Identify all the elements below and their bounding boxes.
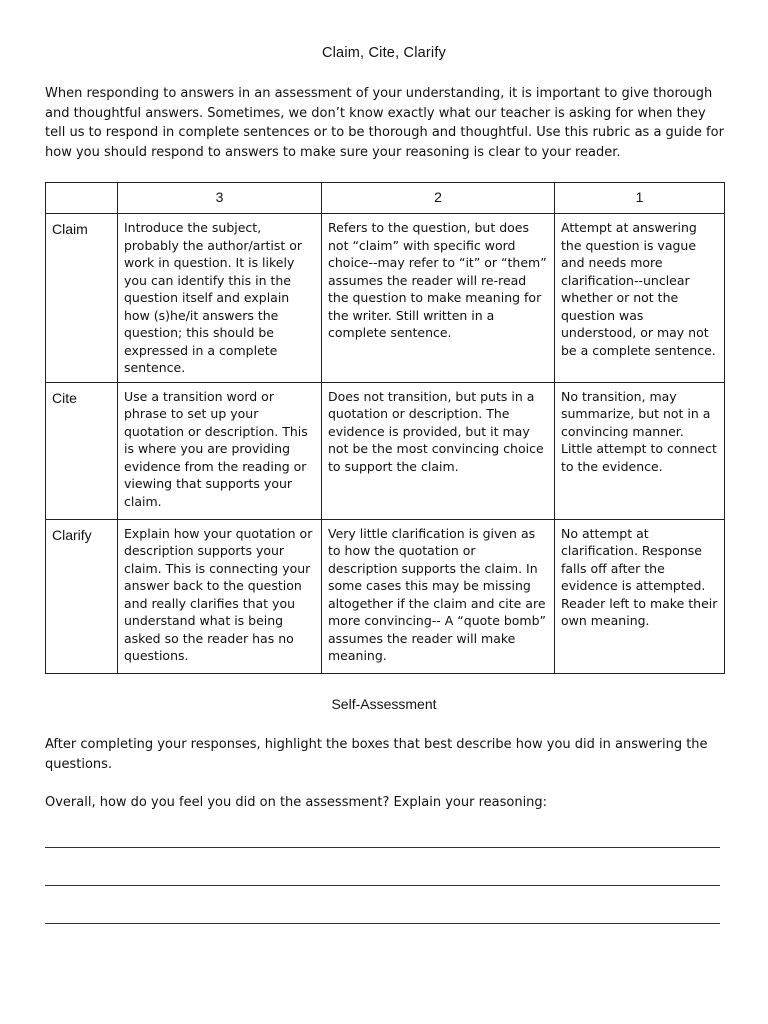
rubric-header-score-3: 3 bbox=[118, 183, 322, 214]
intro-paragraph: When responding to answers in an assessment of your understanding, it is important to give thorough and thoughtful answers. Sometimes, we don’t know exactly what our teacher is asking for when they tell us to respond in complete sentences or to be thorough and thoughtful. Use this rubric as a guide for how you should respond to answers to make sure your reasoning is clear to your reader. bbox=[45, 86, 724, 160]
reflection-prompt: Overall, how do you feel you did on the assessment? Explain your reasoning: bbox=[45, 795, 548, 810]
rubric-row-label: Claim bbox=[46, 214, 118, 383]
rubric-header-score-1: 1 bbox=[555, 183, 725, 214]
rubric-cell: Does not transition, but puts in a quotation or description. The evidence is provided, but it may not be the most convincing choice to support the claim. bbox=[322, 382, 555, 519]
answer-line[interactable] bbox=[45, 847, 720, 848]
rubric-cell: Introduce the subject, probably the author/artist or work in question. It is likely you can identify this in the question itself and explain how (s)he/it answers the question; this should be expressed in a complete sentence. bbox=[118, 214, 322, 383]
rubric-cell: No attempt at clarification. Response falls off after the evidence is attempted. Reader left to make their own meaning. bbox=[555, 519, 725, 673]
rubric-row-clarify bbox=[46, 519, 725, 673]
rubric-cell: No transition, may summarize, but not in a convincing manner. Little attempt to connect to the evidence. bbox=[555, 382, 725, 519]
rubric-cell: Attempt at answering the question is vague and needs more clarification--unclear whether or not the question was understood, or may not be a complete sentence. bbox=[555, 214, 725, 383]
rubric-cell: Explain how your quotation or description supports your claim. This is connecting your answer back to the question and really clarifies that you understand what is being asked so the reader has no questions. bbox=[118, 519, 322, 673]
rubric-table bbox=[45, 182, 725, 674]
rubric-cell: Very little clarification is given as to how the quotation or description supports the claim. In some cases this may be missing altogether if the claim and cite are more convincing-- A “quote bomb” assumes the reader will make meaning. bbox=[322, 519, 555, 673]
answer-line[interactable] bbox=[45, 923, 720, 924]
page-title: Claim, Cite, Clarify bbox=[321, 45, 447, 61]
rubric-row-label: Clarify bbox=[46, 519, 118, 673]
rubric-cell: Refers to the question, but does not “claim” with specific word choice--may refer to “it” or “them” assumes the reader will re-read the question to make meaning for the writer. Still written in a complete sentence. bbox=[322, 214, 555, 383]
rubric-cell: Use a transition word or phrase to set up your quotation or description. This is where you are providing evidence from the reading or viewing that supports your claim. bbox=[118, 382, 322, 519]
rubric-row-claim bbox=[46, 214, 725, 383]
self-assessment-heading: Self-Assessment bbox=[331, 696, 437, 712]
rubric-row-label: Cite bbox=[46, 382, 118, 519]
answer-line[interactable] bbox=[45, 885, 720, 886]
self-assessment-instructions: After completing your responses, highlight the boxes that best describe how you did in answering the questions. bbox=[45, 737, 708, 772]
rubric-row-cite bbox=[46, 382, 725, 519]
rubric-header-row bbox=[46, 183, 725, 214]
rubric-header-blank bbox=[46, 183, 118, 214]
rubric-header-score-2: 2 bbox=[322, 183, 555, 214]
